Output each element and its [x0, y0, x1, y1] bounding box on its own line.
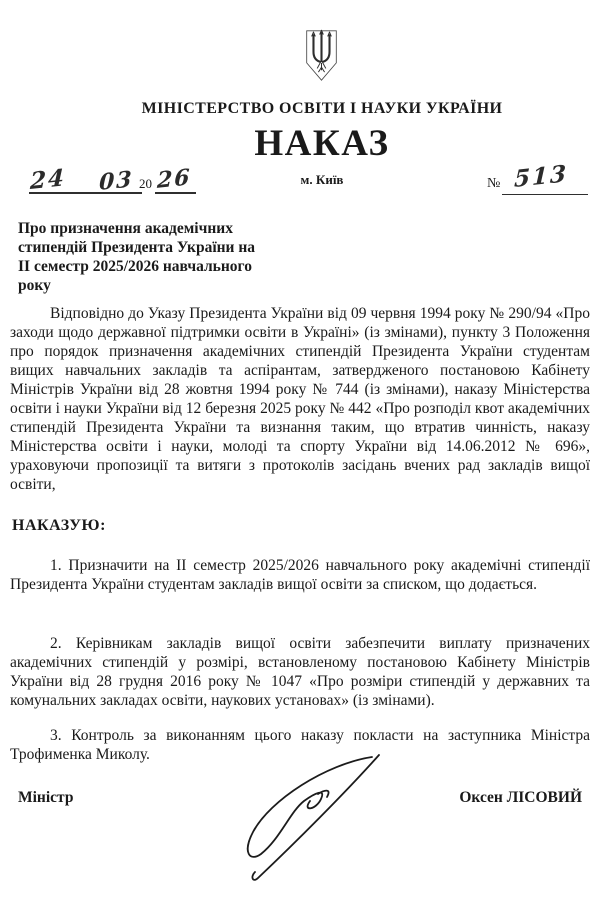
number-underline: [502, 194, 588, 195]
ministry-name: МІНІСТЕРСТВО ОСВІТИ І НАУКИ УКРАЇНИ: [141, 100, 503, 117]
number-sign-label: №: [487, 176, 501, 191]
order-item-3: 3. Контроль за виконанням цього наказу покласти на заступника Міністра Трофименка Миколу.: [10, 727, 590, 763]
printed-year-prefix: 20: [139, 176, 152, 191]
document-type-title: НАКАЗ: [254, 123, 390, 164]
handwritten-date-day: 24: [29, 163, 67, 196]
handwritten-date-month: 03: [98, 166, 134, 196]
signer-name: Оксен ЛІСОВИЙ: [459, 789, 582, 806]
date-underline: [29, 192, 142, 194]
order-subject: Про призначення академічних стипендій Президента України на II семестр 2025/2026 навчального року: [18, 220, 256, 294]
signer-title: Міністр: [18, 789, 74, 806]
order-item-1: 1. Призначити на II семестр 2025/2026 навчального року академічні стипендії Президента України студентам закладів вищої освіти за списком, що додається.: [10, 557, 590, 593]
minister-signature-icon: [222, 748, 397, 890]
city-label: м. Київ: [300, 172, 344, 187]
ukraine-trident-coat-of-arms-icon: [303, 27, 340, 84]
order-item-2: 2. Керівникам закладів вищої освіти забезпечити виплату призначених академічних стипендій у розмірі, встановленому постановою Кабінету Міністрів України від 28 грудня 2016 року № 1047 «Про розміри стипендій у державних та комунальних закладах освіти, наукових установах» (із змінами).: [10, 635, 590, 709]
handwritten-date-year: 26: [156, 164, 192, 194]
order-heading: НАКАЗУЮ:: [12, 517, 106, 534]
year-underline: [155, 192, 196, 194]
handwritten-order-number: 513: [513, 160, 569, 193]
preamble-paragraph: Відповідно до Указу Президента України від 09 червня 1994 року № 290/94 «Про заходи щодо державної підтримки освіти в Україні» (із змінами), пункту 3 Положення про порядок призначення академічних стипендій Президента України студентам вищих навчальних закладів та аспірантам, затвердженого постановою Кабінету Міністрів України від 28 жовтня 1994 року № 744 (із змінами), наказу Міністерства освіти і науки України від 12 березня 2025 року № 442 «Про розподіл квот академічних стипендій Президента України та визнання таким, що втратив чинність, наказу Міністерства освіти і науки, молоді та спорту України від 14.06.2012 № 696», ураховуючи пропозиції та витяги з протоколів засідань вчених рад закладів вищої освіти,: [10, 305, 590, 493]
